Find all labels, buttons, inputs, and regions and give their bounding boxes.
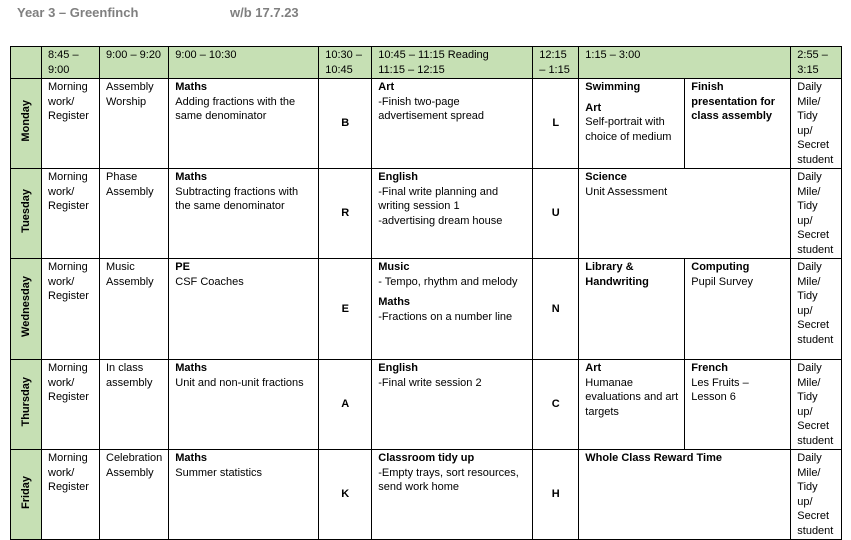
- pm2-cell: [685, 259, 791, 360]
- pm-title: Science: [585, 171, 627, 183]
- session1-detail: CSF Coaches: [175, 275, 244, 288]
- timetable: [10, 46, 842, 540]
- col-header-end: 2:55 – 3:15: [791, 47, 842, 79]
- pm-cell: [579, 169, 791, 259]
- row-friday: [11, 450, 842, 540]
- session2-line: -Fractions on a number line: [378, 310, 513, 323]
- col-header-lunch: 12:15 – 1:15: [533, 47, 579, 79]
- pm-detail: Unit Assessment: [585, 185, 668, 198]
- col-header-early: 8:45 – 9:00: [42, 47, 100, 79]
- lunch-letter: C: [533, 360, 579, 450]
- col-header-assembly: 9:00 – 9:20: [100, 47, 169, 79]
- pm2-title: Finish presentation for class assembly: [691, 81, 775, 122]
- col-header-late-morning: 11:15 – 12:15: [378, 63, 445, 76]
- pm1-title: Art: [585, 362, 602, 374]
- pm2-title: French: [691, 362, 728, 374]
- day-label-wednesday: Wednesday: [11, 259, 42, 360]
- session2-cell: [372, 450, 533, 540]
- col-header-reading: 10:45 – 11:15 Reading: [378, 49, 489, 61]
- lunch-letter: U: [533, 169, 579, 259]
- session2-line: -Empty trays, sort resources, send work home: [378, 466, 519, 493]
- session1-detail: Summer statistics: [175, 466, 263, 479]
- pm-title: Whole Class Reward Time: [585, 452, 722, 464]
- pm1-title2: Art: [585, 101, 602, 114]
- break-letter: K: [319, 450, 372, 540]
- pm1-title: Library & Handwriting: [585, 261, 649, 288]
- session1-cell: [169, 259, 319, 360]
- day-label-monday: Monday: [11, 79, 42, 169]
- session2-title: English: [378, 171, 418, 183]
- class-title: Year 3 – Greenfinch: [17, 5, 139, 20]
- row-thursday: [11, 360, 842, 450]
- session2-line: -Final write session 2: [378, 376, 482, 389]
- pm1-detail: Self-portrait with choice of medium: [585, 116, 672, 143]
- session1-detail: Unit and non-unit fractions: [175, 376, 304, 389]
- day-label-friday: Friday: [11, 450, 42, 540]
- session1-cell: [169, 450, 319, 540]
- assembly-cell: In class assembly: [100, 360, 169, 450]
- end-cell: Daily Mile/ Tidy up/ Secret student: [791, 360, 842, 450]
- break-letter: B: [319, 79, 372, 169]
- session2-line: - Tempo, rhythm and melody: [378, 275, 518, 288]
- early-cell: Morning work/ Register: [42, 360, 100, 450]
- break-letter: R: [319, 169, 372, 259]
- session2-title: English: [378, 362, 418, 374]
- assembly-cell: Celebration Assembly: [100, 450, 169, 540]
- row-tuesday: [11, 169, 842, 259]
- pm-cell: [579, 450, 791, 540]
- session1-title: Maths: [175, 171, 208, 183]
- col-header-afternoon: 1:15 – 3:00: [579, 47, 791, 79]
- session2-cell: [372, 259, 533, 360]
- session1-title: PE: [175, 261, 190, 273]
- pm1-detail: Humanae evaluations and art targets: [585, 376, 679, 418]
- session2-cell: [372, 79, 533, 169]
- session2-title: Music: [378, 261, 410, 273]
- early-cell: Morning work/ Register: [42, 79, 100, 169]
- end-cell: Daily Mile/ Tidy up/ Secret student: [791, 169, 842, 259]
- session2-title2: Maths: [378, 296, 411, 308]
- pm2-cell: [685, 79, 791, 169]
- corner-cell: [11, 47, 42, 79]
- session1-cell: [169, 169, 319, 259]
- session2-cell: [372, 360, 533, 450]
- break-letter: E: [319, 259, 372, 360]
- day-label-thursday: Thursday: [11, 360, 42, 450]
- assembly-cell: Assembly Worship: [100, 79, 169, 169]
- session2-title: Art: [378, 81, 395, 93]
- session2-line: -Final write planning and writing session 1: [378, 185, 499, 212]
- pm2-detail: Pupil Survey: [691, 275, 754, 288]
- pm1-cell: [579, 259, 685, 360]
- col-header-session2: [372, 47, 533, 79]
- end-cell: Daily Mile/ Tidy up/ Secret student: [791, 450, 842, 540]
- header-row: [11, 47, 842, 79]
- session1-title: Maths: [175, 81, 208, 93]
- session1-detail: Subtracting fractions with the same denominator: [175, 185, 299, 212]
- week-label: w/b 17.7.23: [230, 5, 299, 20]
- session2-cell: [372, 169, 533, 259]
- early-cell: Morning work/ Register: [42, 450, 100, 540]
- end-cell: Daily Mile/ Tidy up/ Secret student: [791, 79, 842, 169]
- day-label-tuesday: Tuesday: [11, 169, 42, 259]
- row-monday: [11, 79, 842, 169]
- early-cell: Morning work/ Register: [42, 169, 100, 259]
- col-header-break: 10:30 – 10:45: [319, 47, 372, 79]
- break-letter: A: [319, 360, 372, 450]
- assembly-cell: Phase Assembly: [100, 169, 169, 259]
- pm1-cell: [579, 79, 685, 169]
- row-wednesday: [11, 259, 842, 360]
- session1-cell: [169, 360, 319, 450]
- early-cell: Morning work/ Register: [42, 259, 100, 360]
- session2-line: -Finish two-page advertisement spread: [378, 95, 485, 122]
- session2-line: -advertising dream house: [378, 214, 503, 227]
- lunch-letter: H: [533, 450, 579, 540]
- session2-title: Classroom tidy up: [378, 452, 475, 464]
- lunch-letter: N: [533, 259, 579, 360]
- session1-cell: [169, 79, 319, 169]
- pm2-detail: Les Fruits – Lesson 6: [691, 376, 749, 403]
- session1-title: Maths: [175, 362, 208, 374]
- pm1-title: Swimming: [585, 81, 641, 93]
- pm2-cell: [685, 360, 791, 450]
- assembly-cell: Music Assembly: [100, 259, 169, 360]
- col-header-session1: 9:00 – 10:30: [169, 47, 319, 79]
- pm1-cell: [579, 360, 685, 450]
- end-cell: Daily Mile/ Tidy up/ Secret student: [791, 259, 842, 360]
- session1-detail: Adding fractions with the same denominator: [175, 95, 296, 122]
- lunch-letter: L: [533, 79, 579, 169]
- pm2-title: Computing: [691, 261, 750, 273]
- session1-title: Maths: [175, 452, 208, 464]
